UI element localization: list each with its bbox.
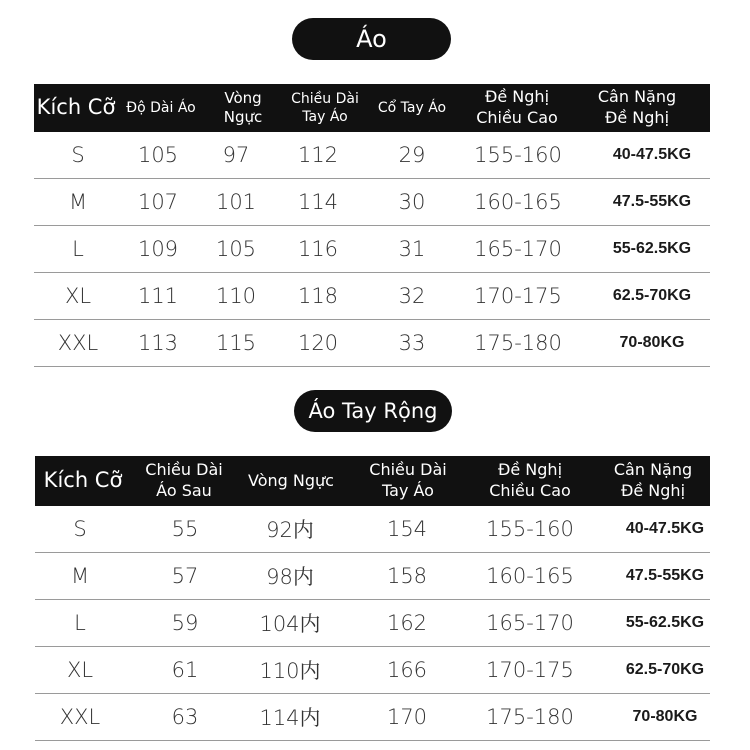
table1-header-cell: Chiều Dài Tay Áo [291, 90, 359, 125]
table1-cell: 47.5-55KG [612, 193, 692, 210]
table2-cell: XL [66, 658, 94, 682]
table1-cell: S [71, 143, 85, 167]
table1-cell: M [68, 190, 88, 214]
table-row [35, 506, 710, 553]
table2-cell: 57 [171, 564, 199, 588]
table1-cell: 31 [398, 237, 426, 261]
table1-header-cell: Đề Nghị Chiều Cao [476, 87, 558, 127]
table2-cell: 98内 [266, 565, 314, 589]
table1-cell: 114 [297, 190, 339, 214]
table-row [34, 273, 710, 320]
table2-cell: 160-165 [486, 564, 574, 588]
table2-cell: 170 [386, 705, 428, 729]
table-row [35, 647, 710, 694]
table1-cell: 33 [398, 331, 426, 355]
table2-cell: 70-80KG [632, 708, 698, 725]
table1-header-cell: Cân Nặng Đề Nghị [597, 87, 677, 127]
table1-cell: 97 [222, 143, 250, 167]
table1-header-row [34, 84, 710, 132]
table1-cell: 105 [137, 143, 179, 167]
table2-cell: 61 [171, 658, 199, 682]
table2-cell: 170-175 [486, 658, 574, 682]
table2-cell: 154 [386, 517, 428, 541]
table1-cell: 70-80KG [619, 334, 685, 351]
table1-cell: 115 [215, 331, 257, 355]
table1-cell: XXL [57, 331, 99, 355]
table1-cell: 29 [398, 143, 426, 167]
table2-cell: 175-180 [486, 705, 574, 729]
table2-cell: 55 [171, 517, 199, 541]
table2-cell: 158 [386, 564, 428, 588]
table1-cell: 62.5-70KG [612, 287, 692, 304]
table2-header-cell: Đề Nghị Chiều Cao [489, 460, 571, 500]
table2-cell: S [73, 517, 87, 541]
table1-cell: 107 [137, 190, 179, 214]
table2-header-cell: Chiều Dài Tay Áo [369, 460, 447, 500]
table-row [34, 132, 710, 179]
table-row [35, 553, 710, 600]
table1-cell: 101 [215, 190, 257, 214]
table1-cell: 175-180 [474, 331, 562, 355]
table2-header-cell: Vòng Ngực [248, 470, 334, 490]
table1-cell: 155-160 [474, 143, 562, 167]
table1-cell: 116 [297, 237, 339, 261]
table2-cell: 114内 [259, 706, 321, 730]
table-row [34, 320, 710, 367]
table2-header-cell: Chiều Dài Áo Sau [145, 460, 223, 500]
table1-cell: 105 [215, 237, 257, 261]
table1-cell: L [72, 237, 84, 261]
table1-cell: 160-165 [474, 190, 562, 214]
table1-header-cell: Kích Cỡ [36, 95, 116, 120]
table-row [35, 694, 710, 741]
table2-cell: 165-170 [486, 611, 574, 635]
table1-cell: XL [64, 284, 92, 308]
table2-cell: 40-47.5KG [625, 520, 705, 537]
table1-cell: 112 [297, 143, 339, 167]
table2-cell: 59 [171, 611, 199, 635]
table1-title: Áo [292, 18, 451, 60]
table1-cell: 170-175 [474, 284, 562, 308]
table2-title: Áo Tay Rộng [294, 390, 452, 432]
table-row [34, 179, 710, 226]
table1-header-cell: Độ Dài Áo [126, 99, 196, 116]
table2-cell: 110内 [259, 659, 321, 683]
table1-cell: 32 [398, 284, 426, 308]
table1-cell: 113 [137, 331, 179, 355]
table1-cell: 111 [137, 284, 179, 308]
table2-header-cell: Cân Nặng Đề Nghị [613, 460, 693, 500]
table2-cell: 166 [386, 658, 428, 682]
table2-header-row [35, 456, 710, 506]
table2-cell: 155-160 [486, 517, 574, 541]
table1-cell: 120 [297, 331, 339, 355]
table2-cell: L [74, 611, 86, 635]
table1-cell: 30 [398, 190, 426, 214]
table2-cell: 63 [171, 705, 199, 729]
table2-cell: 92内 [266, 518, 314, 542]
table-row [34, 226, 710, 273]
table2-cell: 104内 [259, 612, 321, 636]
table1-header-cell: Vòng Ngực [223, 88, 263, 126]
table1-cell: 165-170 [474, 237, 562, 261]
table2-header-cell: Kích Cỡ [43, 468, 123, 493]
table2-cell: 55-62.5KG [625, 614, 705, 631]
table2-cell: XXL [59, 705, 101, 729]
table2-cell: 62.5-70KG [625, 661, 705, 678]
table2-cell: 47.5-55KG [625, 567, 705, 584]
table1-cell: 55-62.5KG [612, 240, 692, 257]
table1-cell: 110 [215, 284, 257, 308]
table2-cell: M [70, 564, 90, 588]
table1-cell: 40-47.5KG [612, 146, 692, 163]
table2-cell: 162 [386, 611, 428, 635]
table1-header-cell: Cổ Tay Áo [377, 99, 447, 116]
table1-cell: 109 [137, 237, 179, 261]
table1-cell: 118 [297, 284, 339, 308]
table-row [35, 600, 710, 647]
